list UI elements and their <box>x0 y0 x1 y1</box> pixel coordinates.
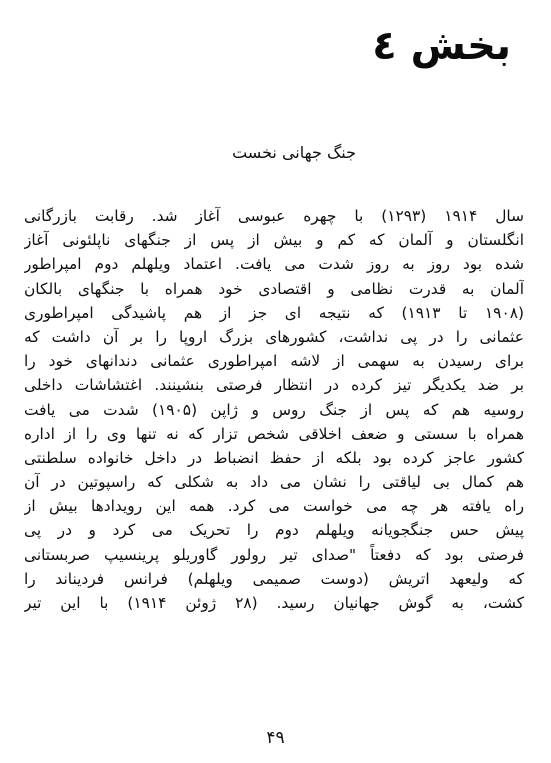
page-number: ۴۹ <box>266 728 285 748</box>
body-line: آلمان به قدرت نظامی و اقتصادی خود همراه با جنگهای بالکان <box>24 279 524 298</box>
body-line: انگلستان و آلمان که کم و بیش از پس از جنگهای ناپلئونی آغاز <box>24 231 524 250</box>
body-line: راه یافته هر چه می خواست می کرد. همه این رویدادها بیش از <box>24 497 524 516</box>
body-line: فرصتی بود که دفعتاً "صدای تیر رولور گاوریلو پرینسیپ صربستانی <box>24 545 524 564</box>
section-heading: جنگ جهانی نخست <box>232 143 356 162</box>
body-line: عثمانی را در پی نداشت، کشورهای بزرگ اروپا را بر آن داشت که <box>24 327 524 346</box>
body-line: (۱۹۰۸ تا ۱۹۱۳) که نتیجه ای جز از هم پاشیدگی امپراطوری <box>24 303 524 322</box>
body-line: همراه با سستی و ضعف اخلاقی شخص تزار که نه تنها وی را از اداره <box>24 424 524 443</box>
body-line: سال ۱۹۱۴ (۱۲۹۳) با چهره عبوسی آغاز شد. رقابت بازرگانی <box>24 207 524 225</box>
body-line: هم کمال بی لیاقتی را نشان می داد به شکلی که راسپوتین در آن <box>24 473 524 492</box>
body-line: کشت، به گوش جهانیان رسید. (۲۸ ژوئن ۱۹۱۴) با این تیر <box>24 594 524 612</box>
body-line: شده بود روز به روز شدت می یافت. اعتماد ویلهلم دوم امپراطور <box>24 255 524 274</box>
body-line: برای رسیدن به سهمی از لاشه امپراطوری عثمانی دندانهای خود را <box>24 352 524 371</box>
chapter-title: بخش ٤ <box>372 23 511 69</box>
body-line: پیش حس جنگجویانه ویلهلم دوم را تحریک می کرد و در پی <box>24 521 524 540</box>
body-line: کشور عاجز کرده بود بلکه از حفظ انضباط در داخل خانواده سلطنتی <box>24 448 524 467</box>
body-line: که ولیعهد اتریش (دوست صمیمی ویلهلم) فرانس فردیناند را <box>24 569 524 588</box>
body-paragraph <box>24 204 524 615</box>
body-line: روسیه هم که پس از جنگ روس و ژاپن (۱۹۰۵) شدت می یافت <box>24 400 524 419</box>
body-line: بر ضد یکدیگر تیز کرده در انتظار فرصتی بنشینند. اغتشاشات داخلی <box>24 376 524 395</box>
